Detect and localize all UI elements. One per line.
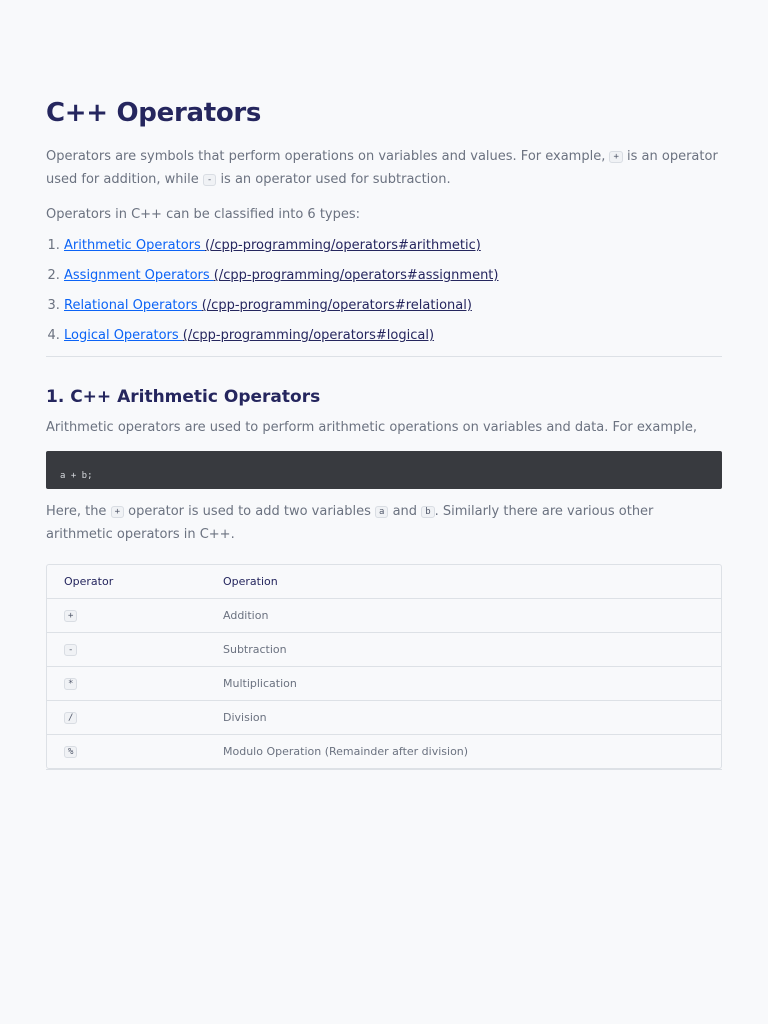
column-header-operator: Operator [47, 565, 206, 599]
intro-text: is an operator used for subtraction. [216, 172, 451, 187]
explanation-text: . Similarly there are various other arithmetic operators in C++. [46, 504, 654, 542]
operation-cell: Multiplication [206, 667, 721, 701]
inline-code-minus: - [203, 174, 216, 186]
operator-code: + [64, 610, 77, 622]
intro-paragraph [46, 146, 722, 192]
table-row [47, 667, 721, 701]
explanation-text: and [388, 504, 422, 519]
section-intro: Arithmetic operators are used to perform arithmetic operations on variables and data. For example, [46, 420, 697, 435]
code-snippet: a + b; [60, 471, 93, 481]
arithmetic-operators-table [46, 564, 722, 769]
inline-code-plus: + [111, 506, 124, 518]
list-item [64, 326, 722, 346]
inline-code-b: b [421, 506, 434, 518]
divider [46, 356, 722, 357]
operation-cell: Division [206, 701, 721, 735]
assignment-operators-link[interactable]: Assignment Operators [64, 268, 214, 283]
intro-text: is an operator used for addition, while [46, 149, 718, 187]
explanation-text: operator is used to add two variables [123, 504, 376, 519]
link-path[interactable]: (/cpp-programming/operators#relational) [201, 298, 472, 313]
operator-cell [47, 633, 206, 667]
divider [46, 769, 722, 770]
list-item [64, 296, 722, 316]
classified-text: Operators in C++ can be classified into 6 types: [46, 207, 361, 222]
list-item [64, 266, 722, 286]
explanation-text: Here, the [46, 504, 111, 519]
table-row [47, 599, 721, 633]
arithmetic-operators-link[interactable]: Arithmetic Operators [64, 238, 205, 253]
list-item [64, 236, 722, 256]
explanation-paragraph [46, 501, 722, 546]
operation-cell: Addition [206, 599, 721, 633]
column-header-operation: Operation [206, 565, 721, 599]
relational-operators-link[interactable]: Relational Operators [64, 298, 202, 313]
intro-text: Operators are symbols that perform operations on variables and values. For example, [46, 149, 610, 164]
logical-operators-link[interactable]: Logical Operators [64, 328, 183, 343]
operator-code: * [64, 678, 77, 690]
section-heading: 1. C++ Arithmetic Operators [46, 387, 321, 407]
link-path[interactable]: (/cpp-programming/operators#assignment) [213, 268, 499, 283]
operation-cell: Subtraction [206, 633, 721, 667]
page-title: C++ Operators [46, 98, 262, 128]
operator-code: / [64, 712, 77, 724]
table-row [47, 633, 721, 667]
operation-cell: Modulo Operation (Remainder after division) [223, 745, 469, 758]
link-path[interactable]: (/cpp-programming/operators#logical) [182, 328, 435, 343]
operator-cell [47, 667, 206, 701]
operator-cell [47, 701, 206, 735]
inline-code-plus: + [609, 151, 622, 163]
table-row [47, 701, 721, 735]
inline-code-a: a [375, 506, 388, 518]
table-header-row [47, 565, 721, 599]
operator-types-list [46, 236, 722, 346]
operator-code: - [64, 644, 77, 656]
code-block[interactable] [46, 451, 722, 489]
operator-cell [47, 735, 206, 768]
link-path[interactable]: (/cpp-programming/operators#arithmetic) [204, 238, 481, 253]
operator-cell [47, 599, 206, 633]
table-row [47, 735, 721, 768]
operator-code: % [64, 746, 77, 758]
